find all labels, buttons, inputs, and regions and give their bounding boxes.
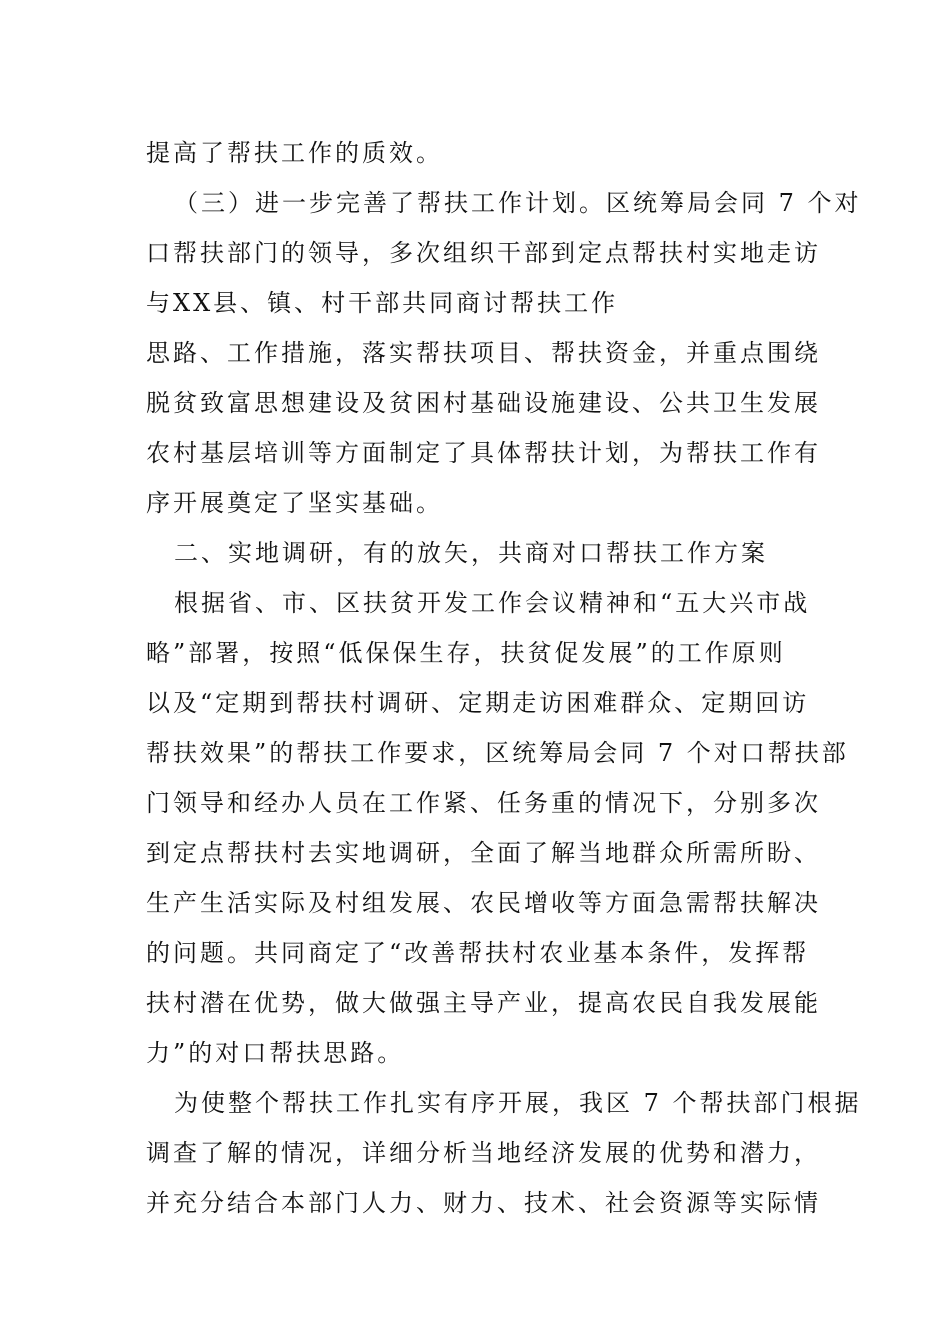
text-line: 农村基层培训等方面制定了具体帮扶计划，为帮扶工作有 [146,439,821,467]
section-heading: 二、实地调研，有的放矢，共商对口帮扶工作方案 [174,539,768,567]
text-line: 序开展奠定了坚实基础。 [146,489,443,517]
text-line: 的问题。共同商定了“改善帮扶村农业基本条件，发挥帮 [146,939,810,967]
text-line: 思路、工作措施，落实帮扶项目、帮扶资金，并重点围绕 [146,339,821,367]
text-line: 力”的对口帮扶思路。 [146,1039,405,1067]
text-line: 以及“定期到帮扶村调研、定期走访困难群众、定期回访 [146,689,810,717]
document-body [146,128,862,1228]
text-line: 提高了帮扶工作的质效。 [146,139,443,167]
text-line: 门领导和经办人员在工作紧、任务重的情况下，分别多次 [146,789,821,817]
text-line: 并充分结合本部门人力、财力、技术、社会资源等实际情 [146,1189,821,1217]
text-line: 为使整个帮扶工作扎实有序开展，我区 7 个帮扶部门根据 [174,1089,862,1117]
text-line: 生产生活实际及村组发展、农民增收等方面急需帮扶解决 [146,889,821,917]
text-line: 脱贫致富思想建设及贫困村基础设施建设、公共卫生发展 [146,389,821,417]
text-line: 口帮扶部门的领导，多次组织干部到定点帮扶村实地走访 [146,239,821,267]
text-line: 扶村潜在优势，做大做强主导产业，提高农民自我发展能 [146,989,821,1017]
text-line: 与XX县、镇、村干部共同商讨帮扶工作 [146,289,619,317]
text-line: 到定点帮扶村去实地调研，全面了解当地群众所需所盼、 [146,839,821,867]
text-line: 根据省、市、区扶贫开发工作会议精神和“五大兴市战 [174,589,811,617]
text-line: 调查了解的情况，详细分析当地经济发展的优势和潜力， [146,1139,821,1167]
text-line: 帮扶效果”的帮扶工作要求，区统筹局会同 7 个对口帮扶部 [146,739,849,767]
text-line: 略”部署，按照“低保保生存，扶贫促发展”的工作原则 [146,639,786,667]
text-line: （三）进一步完善了帮扶工作计划。区统筹局会同 7 个对 [174,189,862,217]
